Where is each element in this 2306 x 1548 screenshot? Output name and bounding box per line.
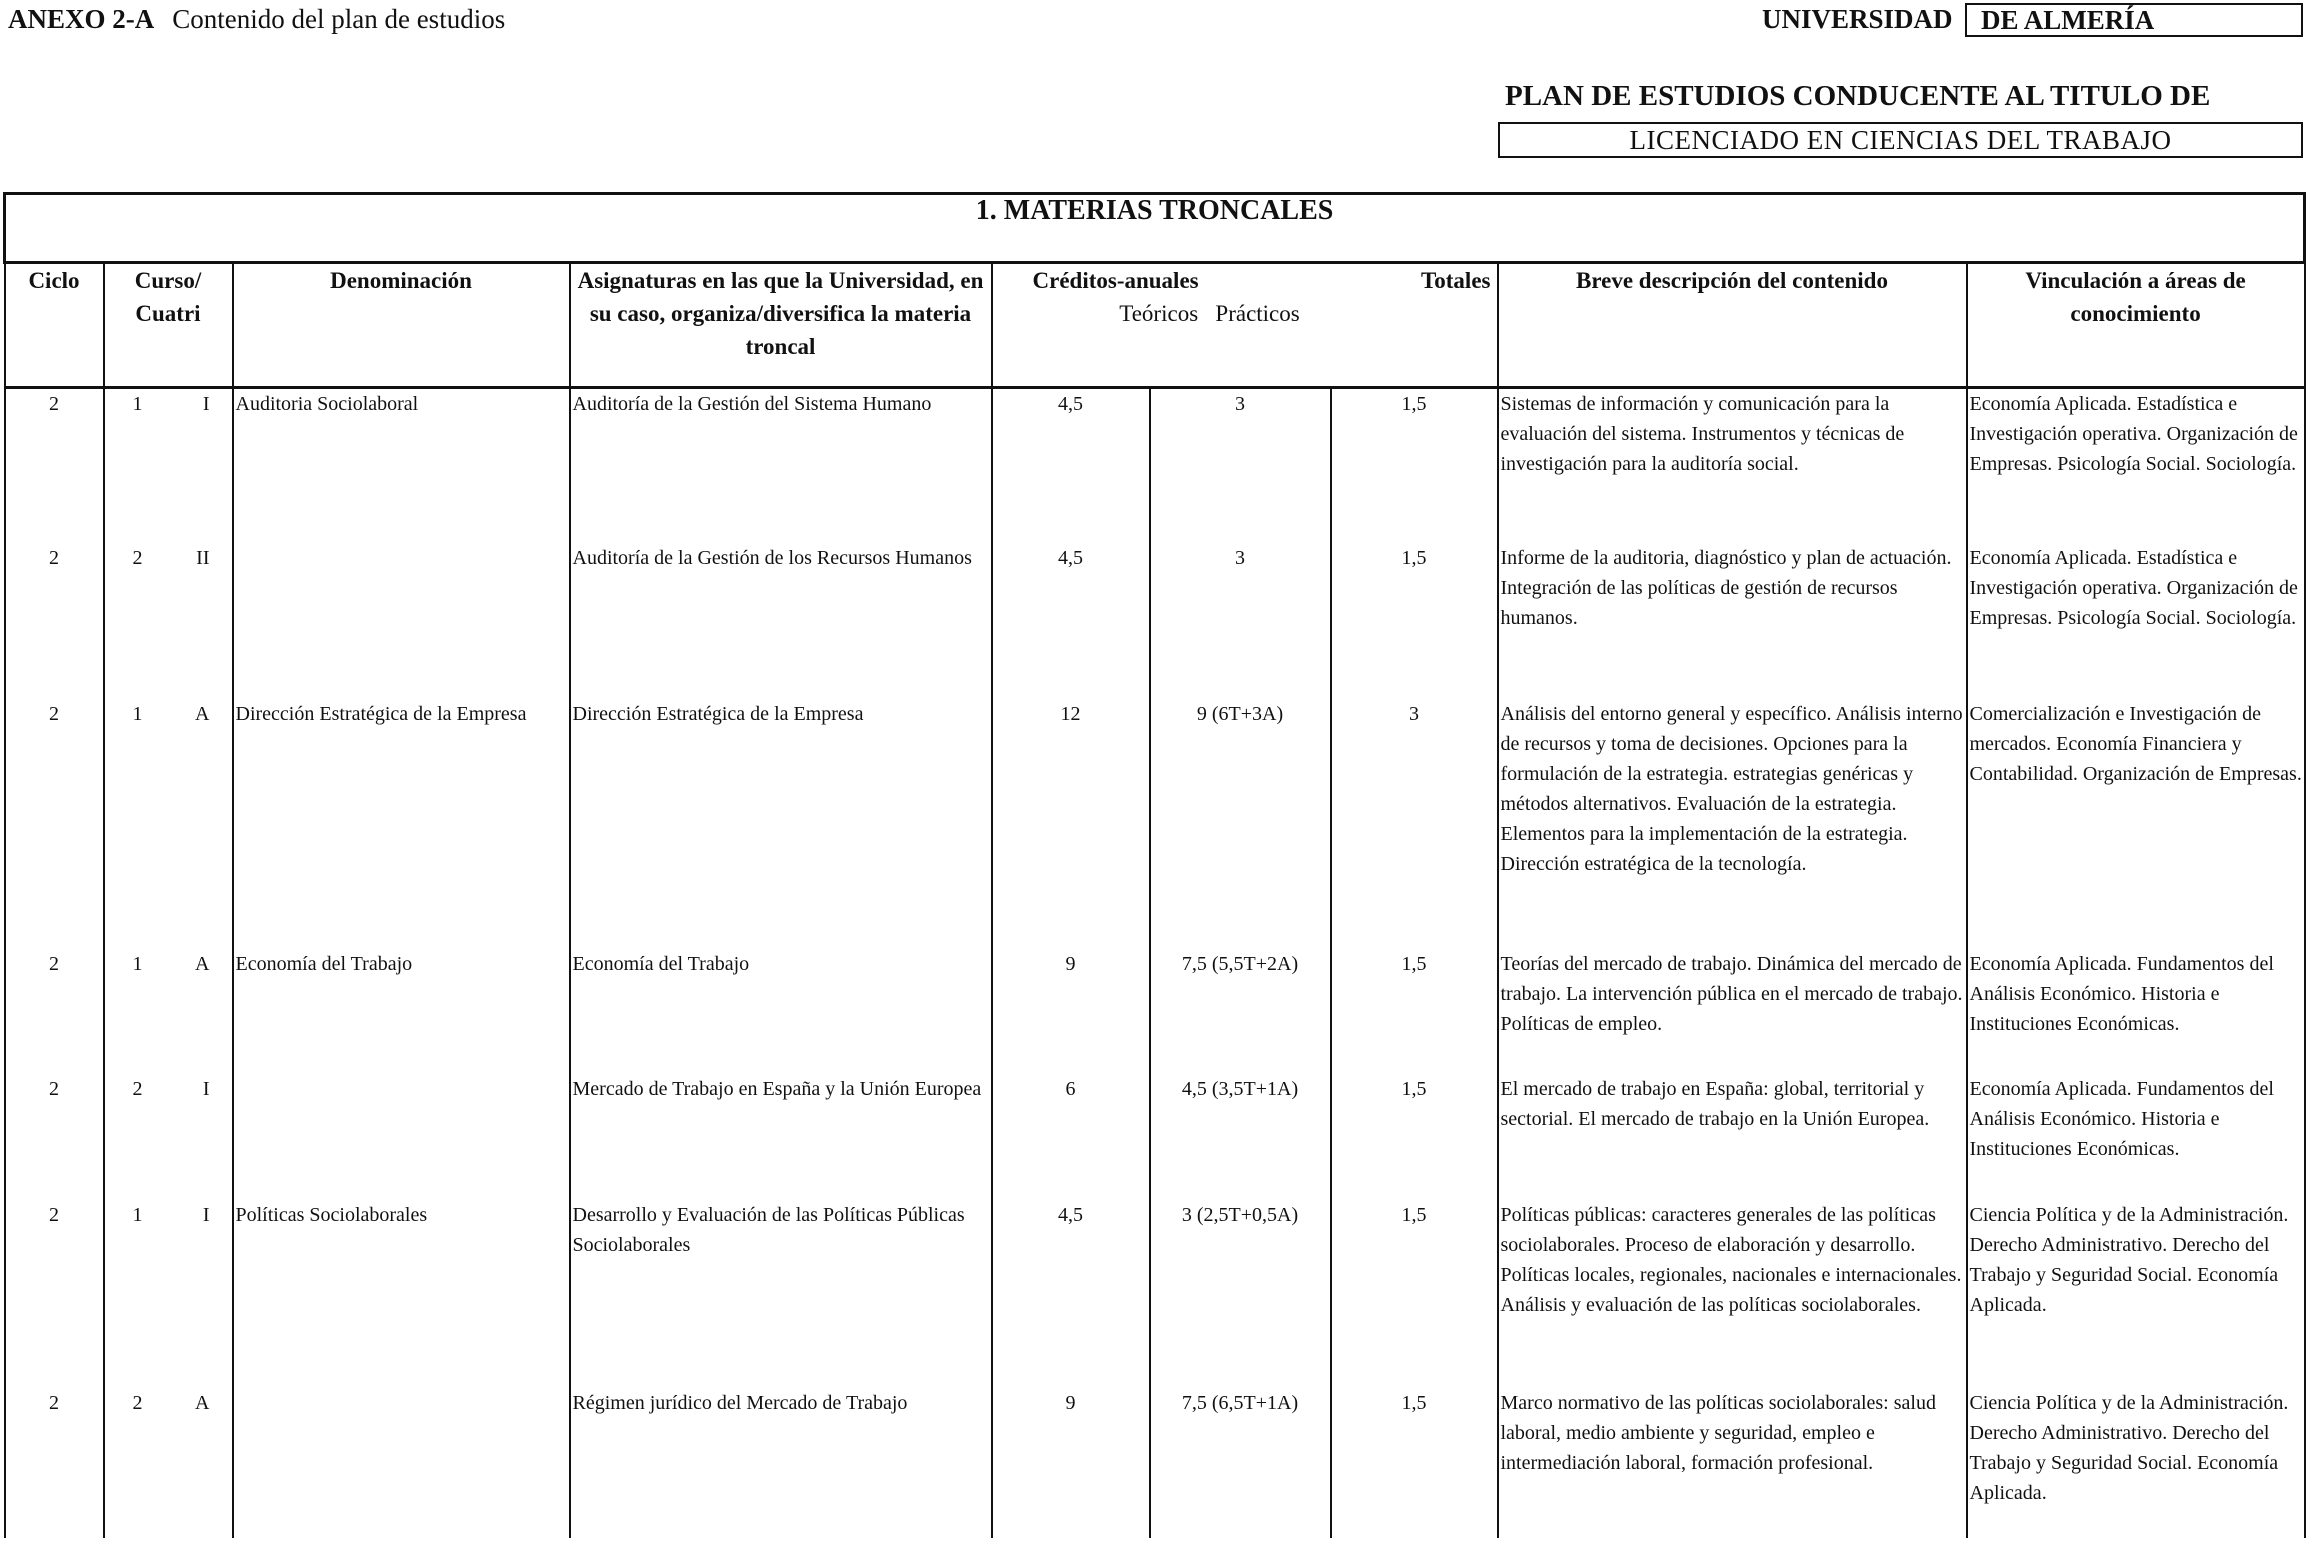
cell-practicos: 1,5 (1331, 543, 1498, 699)
table-row (5, 1388, 2305, 1538)
table-row (5, 699, 2305, 949)
table-title: 1. MATERIAS TRONCALES (5, 194, 2305, 263)
header-creditos-anuales: Créditos-anuales (1032, 268, 1199, 293)
header-vinculacion: Vinculación a áreas de conocimiento (1967, 263, 2305, 388)
cell-curso (104, 699, 233, 949)
cell-denominacion (233, 1074, 570, 1200)
cell-denominacion: Economía del Trabajo (233, 949, 570, 1074)
cell-denominacion: Auditoria Sociolaboral (233, 388, 570, 543)
cell-teoricos: 3 (1150, 388, 1331, 543)
cell-descripcion: El mercado de trabajo en España: global, territorial y sectorial. El mercado de trabajo en la Unión Europea. (1498, 1074, 1967, 1200)
table-header-row (5, 263, 2305, 388)
cell-practicos: 1,5 (1331, 1200, 1498, 1388)
cell-totales: 9 (992, 949, 1150, 1074)
cell-curso (104, 1388, 233, 1538)
header-teoricos: Teóricos (1119, 301, 1199, 326)
cell-vinculacion: Economía Aplicada. Estadística e Investigación operativa. Organización de Empresas. Psicología Social. Sociología. (1967, 388, 2305, 543)
header-denominacion: Denominación (233, 263, 570, 388)
cell-denominacion (233, 543, 570, 699)
table-row (5, 1074, 2305, 1200)
annex-header (8, 4, 505, 35)
cell-ciclo: 2 (5, 699, 104, 949)
cell-vinculacion: Ciencia Política y de la Administración. Derecho Administrativo. Derecho del Trabajo y Seguridad Social. Economía Aplicada. (1967, 1200, 2305, 1388)
cell-descripcion: Políticas públicas: caracteres generales de las políticas sociolaborales. Proceso de elaboración y desarrollo. Políticas locales, regionales, nacionales e internacionales. Análisis y evaluación de las políticas sociolaborales. (1498, 1200, 1967, 1388)
cell-totales: 12 (992, 699, 1150, 949)
header-descripcion: Breve descripción del contenido (1498, 263, 1967, 388)
cell-denominacion: Políticas Sociolaborales (233, 1200, 570, 1388)
table-row (5, 543, 2305, 699)
cell-ciclo: 2 (5, 388, 104, 543)
cell-teoricos: 9 (6T+3A) (1150, 699, 1331, 949)
header-totales: Totales (1421, 268, 1491, 293)
cell-vinculacion: Economía Aplicada. Fundamentos del Análisis Económico. Historia e Instituciones Económicas. (1967, 1074, 2305, 1200)
cell-teoricos: 7,5 (5,5T+2A) (1150, 949, 1331, 1074)
university-label: UNIVERSIDAD (1762, 4, 1953, 34)
cell-curso (104, 543, 233, 699)
cell-descripcion: Teorías del mercado de trabajo. Dinámica del mercado de trabajo. La intervención pública en el mercado de trabajo. Políticas de empleo. (1498, 949, 1967, 1074)
cell-totales: 6 (992, 1074, 1150, 1200)
cell-asignatura: Mercado de Trabajo en España y la Unión Europea (570, 1074, 992, 1200)
cell-totales: 9 (992, 1388, 1150, 1538)
cell-totales: 4,5 (992, 543, 1150, 699)
table-row (5, 949, 2305, 1074)
cell-curso-num: 2 (132, 546, 143, 569)
cell-curso (104, 949, 233, 1074)
table-row (5, 1200, 2305, 1388)
university-name: DE ALMERÍA (1965, 3, 2303, 37)
cell-cuatri: A (195, 1391, 210, 1414)
cell-practicos: 1,5 (1331, 388, 1498, 543)
cell-teoricos: 4,5 (3,5T+1A) (1150, 1074, 1331, 1200)
cell-totales: 4,5 (992, 1200, 1150, 1388)
cell-curso-num: 1 (132, 702, 143, 725)
cell-ciclo: 2 (5, 949, 104, 1074)
cell-vinculacion: Comercialización e Investigación de mercados. Economía Financiera y Contabilidad. Organización de Empresas. (1967, 699, 2305, 949)
header-asignaturas: Asignaturas en las que la Universidad, en su caso, organiza/diversifica la materia troncal (570, 263, 992, 388)
cell-cuatri: I (202, 1203, 210, 1226)
cell-asignatura: Auditoría de la Gestión del Sistema Humano (570, 388, 992, 543)
cell-teoricos: 3 (2,5T+0,5A) (1150, 1200, 1331, 1388)
header-ciclo: Ciclo (5, 263, 104, 388)
header-curso-line1: Curso/ (134, 268, 202, 293)
cell-curso-num: 1 (132, 1203, 143, 1226)
cell-totales: 4,5 (992, 388, 1150, 543)
cell-descripcion: Marco normativo de las políticas sociolaborales: salud laboral, medio ambiente y seguridad, empleo e intermediación laboral, formación profesional. (1498, 1388, 1967, 1538)
cell-denominacion: Dirección Estratégica de la Empresa (233, 699, 570, 949)
cell-asignatura: Desarrollo y Evaluación de las Políticas Públicas Sociolaborales (570, 1200, 992, 1388)
cell-cuatri: A (195, 952, 210, 975)
cell-ciclo: 2 (5, 1388, 104, 1538)
cell-descripcion: Análisis del entorno general y específico. Análisis interno de recursos y toma de decisiones. Opciones para la formulación de la estrategia. estrategias genéricas y métodos alternativos. Evaluación de la estrategia. Elementos para la implementación de la estrategia. Dirección estratégica de la tecnología. (1498, 699, 1967, 949)
cell-teoricos: 3 (1150, 543, 1331, 699)
cell-curso (104, 388, 233, 543)
cell-cuatri: II (196, 546, 210, 569)
cell-curso-num: 2 (132, 1391, 143, 1414)
cell-curso (104, 1074, 233, 1200)
cell-asignatura: Economía del Trabajo (570, 949, 992, 1074)
annex-code: ANEXO 2-A (8, 4, 155, 34)
cell-ciclo: 2 (5, 1200, 104, 1388)
cell-descripcion: Sistemas de información y comunicación para la evaluación del sistema. Instrumentos y técnicas de investigación para la auditoría social. (1498, 388, 1967, 543)
annex-description: Contenido del plan de estudios (172, 4, 506, 34)
cell-cuatri: I (202, 393, 210, 415)
cell-descripcion: Informe de la auditoria, diagnóstico y plan de actuación. Integración de las políticas de gestión de recursos humanos. (1498, 543, 1967, 699)
cell-cuatri: A (195, 702, 210, 725)
header-practicos: Prácticos (1215, 301, 1300, 326)
cell-denominacion (233, 1388, 570, 1538)
header-creditos (992, 263, 1498, 388)
header-curso-line2: Cuatri (135, 301, 201, 326)
cell-asignatura: Dirección Estratégica de la Empresa (570, 699, 992, 949)
cell-practicos: 1,5 (1331, 949, 1498, 1074)
cell-asignatura: Régimen jurídico del Mercado de Trabajo (570, 1388, 992, 1538)
subjects-table (3, 192, 2306, 1538)
cell-practicos: 1,5 (1331, 1388, 1498, 1538)
plan-title: PLAN DE ESTUDIOS CONDUCENTE AL TITULO DE (1505, 80, 2211, 112)
cell-practicos: 1,5 (1331, 1074, 1498, 1200)
cell-curso-num: 1 (132, 952, 143, 975)
cell-vinculacion: Ciencia Política y de la Administración. Derecho Administrativo. Derecho del Trabajo y Seguridad Social. Economía Aplicada. (1967, 1388, 2305, 1538)
cell-cuatri: I (202, 1077, 210, 1100)
header-curso (104, 263, 233, 388)
cell-curso (104, 1200, 233, 1388)
cell-curso-num: 1 (132, 393, 143, 415)
cell-curso-num: 2 (132, 1077, 143, 1100)
cell-teoricos: 7,5 (6,5T+1A) (1150, 1388, 1331, 1538)
cell-vinculacion: Economía Aplicada. Fundamentos del Análisis Económico. Historia e Instituciones Económicas. (1967, 949, 2305, 1074)
cell-asignatura: Auditoría de la Gestión de los Recursos Humanos (570, 543, 992, 699)
cell-practicos: 3 (1331, 699, 1498, 949)
cell-ciclo: 2 (5, 1074, 104, 1200)
degree-title: LICENCIADO EN CIENCIAS DEL TRABAJO (1498, 122, 2303, 158)
table-row (5, 388, 2305, 543)
cell-ciclo: 2 (5, 543, 104, 699)
cell-vinculacion: Economía Aplicada. Estadística e Investigación operativa. Organización de Empresas. Psicología Social. Sociología. (1967, 543, 2305, 699)
